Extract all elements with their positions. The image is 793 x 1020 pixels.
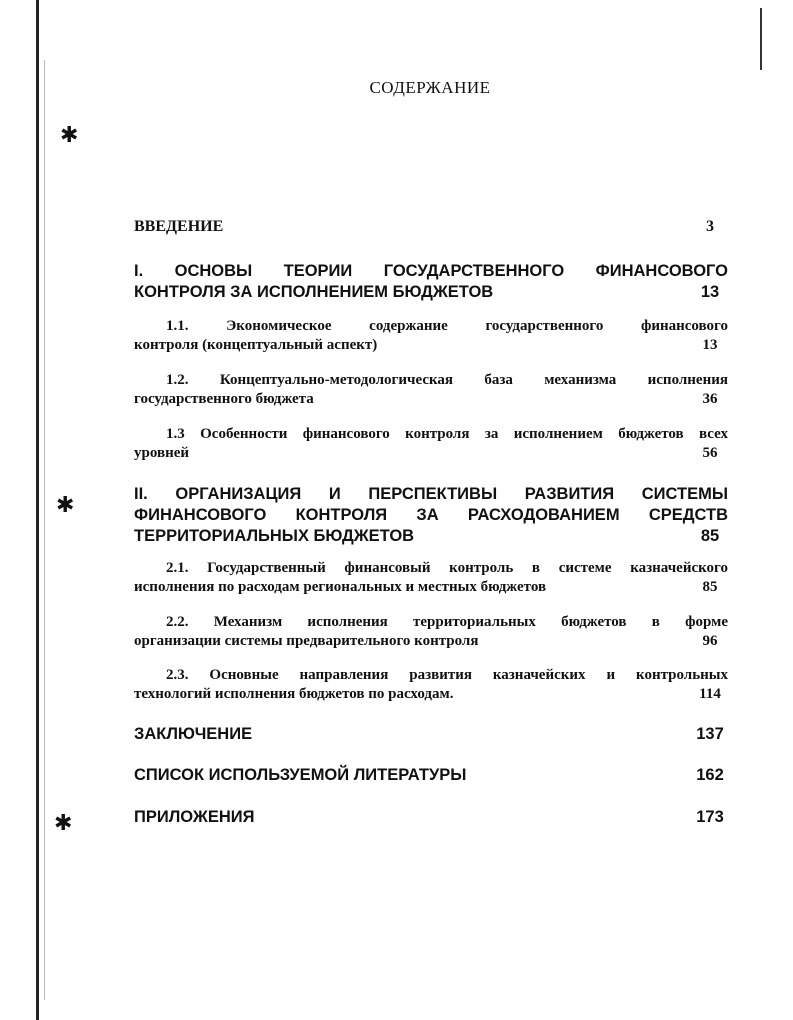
binding-shadow-left	[44, 60, 45, 1000]
toc-section-line: организации системы предварительного контроля	[134, 633, 479, 649]
toc-page: 13	[700, 283, 720, 301]
page-title: СОДЕРЖАНИЕ	[369, 78, 491, 97]
toc-section-line: исполнения по расходам региональных и местных бюджетов	[134, 579, 547, 595]
toc-page: 114	[699, 686, 721, 702]
toc-section-1-2	[134, 371, 728, 409]
ink-blot-icon: ✱	[60, 122, 79, 147]
toc-page: 36	[702, 391, 718, 407]
toc-section-line: 1.2. Концептуально-методологическая база механизма исполнения	[166, 372, 728, 388]
toc-chapter-1	[134, 261, 728, 303]
toc-page: 85	[700, 527, 720, 545]
toc-section-line: государственного бюджета	[134, 391, 314, 407]
toc-entry-references	[134, 766, 728, 785]
toc-page: 137	[696, 725, 724, 743]
ink-blot-icon: ✱	[54, 810, 73, 835]
toc-section-line: 2.2. Механизм исполнения территориальных бюджетов в форме	[166, 614, 728, 630]
toc-page: 173	[696, 808, 724, 826]
toc-section-2-1	[134, 559, 728, 597]
toc-section-line: контроля (концептуальный аспект)	[134, 337, 378, 353]
toc-label: ПРИЛОЖЕНИЯ	[134, 808, 255, 826]
toc-page: 85	[702, 579, 718, 595]
toc-chapter-title-line: ФИНАНСОВОГО КОНТРОЛЯ ЗА РАСХОДОВАНИЕМ СРЕДСТВ	[134, 506, 728, 524]
ink-blot-icon: ✱	[56, 492, 75, 517]
toc-chapter-title-line: I. ОСНОВЫ ТЕОРИИ ГОСУДАРСТВЕННОГО ФИНАНСОВОГО	[134, 262, 728, 280]
toc-page: 56	[702, 445, 718, 461]
toc-page: 96	[702, 633, 718, 649]
toc-chapter-title-line: КОНТРОЛЯ ЗА ИСПОЛНЕНИЕМ БЮДЖЕТОВ	[134, 283, 494, 301]
toc-section-line: 2.1. Государственный финансовый контроль в системе казначейского	[166, 560, 728, 576]
toc-page: 3	[706, 218, 714, 235]
toc-entry-conclusion	[134, 725, 728, 744]
toc-section-line: 1.3 Особенности финансового контроля за исполнением бюджетов всех	[166, 426, 728, 442]
toc-page: 13	[702, 337, 718, 353]
toc-section-line: уровней	[134, 445, 190, 461]
toc-label: СПИСОК ИСПОЛЬЗУЕМОЙ ЛИТЕРАТУРЫ	[134, 766, 467, 784]
toc-entry-appendix	[134, 808, 728, 827]
binding-edge-left	[36, 0, 39, 1020]
toc-section-line: 1.1. Экономическое содержание государственного финансового	[166, 318, 728, 334]
toc-section-2-3	[134, 666, 728, 704]
toc-chapter-title-line: II. ОРГАНИЗАЦИЯ И ПЕРСПЕКТИВЫ РАЗВИТИЯ СИСТЕМЫ	[134, 485, 728, 503]
toc-section-1-3	[134, 425, 728, 463]
binding-edge-right	[760, 8, 762, 70]
toc-page: 162	[696, 766, 724, 784]
toc-chapter-2	[134, 484, 728, 547]
toc-chapter-title-line: ТЕРРИТОРИАЛЬНЫХ БЮДЖЕТОВ	[134, 527, 415, 545]
toc-section-line: технологий исполнения бюджетов по расходам.	[134, 686, 454, 702]
toc-entry-intro	[134, 218, 728, 236]
toc-label: ВВЕДЕНИЕ	[134, 218, 224, 235]
toc-section-1-1	[134, 317, 728, 355]
toc-section-2-2	[134, 613, 728, 651]
toc-section-line: 2.3. Основные направления развития казначейских и контрольных	[166, 667, 728, 683]
toc-label: ЗАКЛЮЧЕНИЕ	[134, 725, 253, 743]
